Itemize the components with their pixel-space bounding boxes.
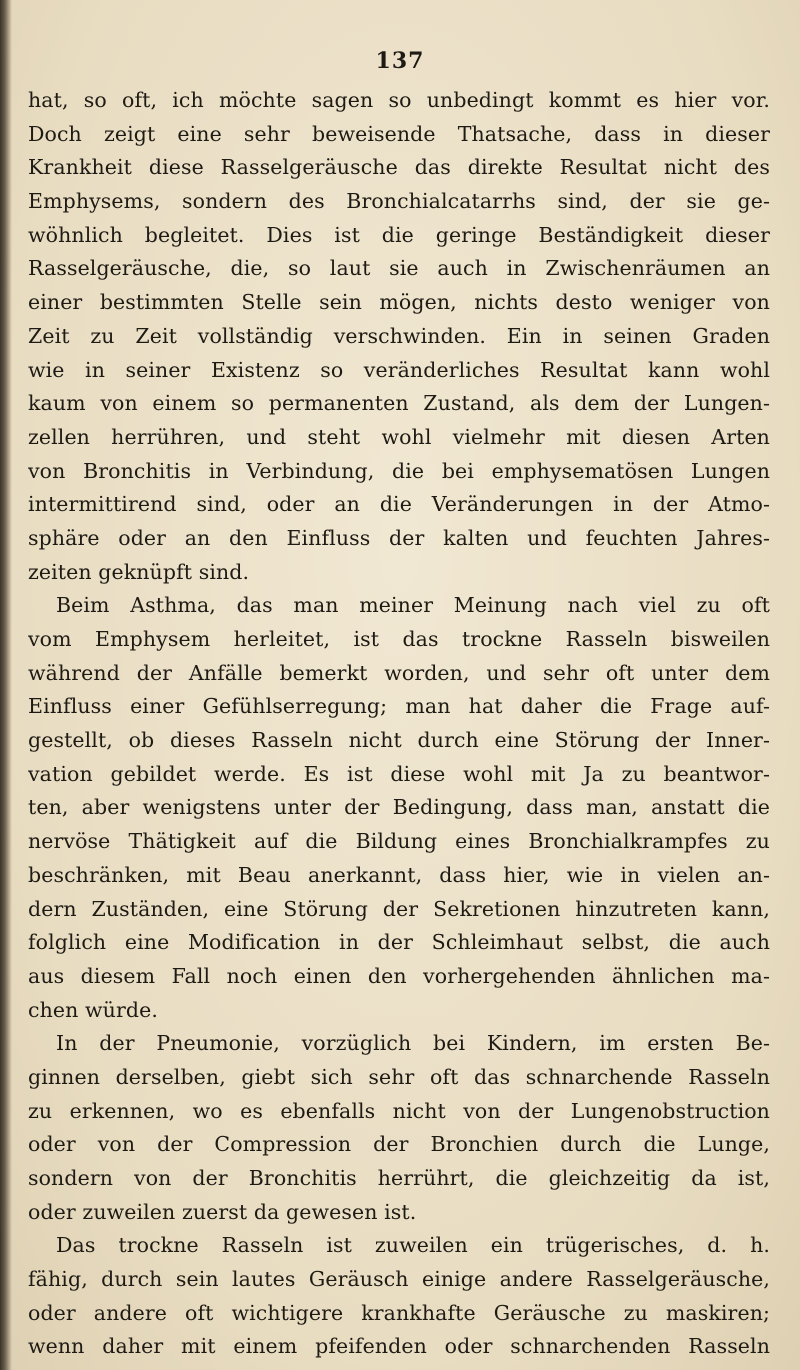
text-line: chen würde. (28, 997, 158, 1022)
text-line: zellen herrühren, und steht wohl vielmehr mit diesen Arten (28, 424, 770, 449)
text-line: vation gebildet werde. Es ist diese wohl mit Ja zu beantwor- (28, 761, 770, 786)
text-line: Einfluss einer Gefühlserregung; man hat daher die Frage auf- (28, 694, 770, 719)
text-line: Krankheit diese Rasselgeräusche das direkte Resultat nicht des (28, 155, 770, 180)
text-line: sphäre oder an den Einfluss der kalten und feuchten Jahres- (28, 525, 770, 550)
text-line: nervöse Thätigkeit auf die Bildung eines Bronchialkrampfes zu (28, 829, 770, 854)
text-line: In der Pneumonie, vorzüglich bei Kindern, im ersten Be- (56, 1031, 770, 1056)
text-line: folglich eine Modification in der Schleimhaut selbst, die auch (28, 930, 770, 955)
text-line: Das trockne Rasseln ist zuweilen ein trügerisches, d. h. (56, 1233, 770, 1258)
text-line: dern Zuständen, eine Störung der Sekretionen hinzutreten kann, (28, 896, 770, 921)
text-line: wenn daher mit einem pfeifenden oder schnarchenden Rasseln (28, 1334, 770, 1359)
text-line: sondern von der Bronchitis herrührt, die gleichzeitig da ist, (28, 1166, 770, 1190)
text-line: einer bestimmten Stelle sein mögen, nichts desto weniger von (28, 290, 770, 315)
text-line: oder andere oft wichtigere krankhafte Geräusche zu maskiren; (28, 1300, 770, 1325)
text-line: gestellt, ob dieses Rasseln nicht durch eine Störung der Inner- (28, 728, 770, 753)
text-line: oder von der Compression der Bronchien durch die Lunge, (28, 1132, 770, 1157)
text-line: Doch zeigt eine sehr beweisende Thatsache, dass in dieser (28, 121, 770, 146)
text-line: von Bronchitis in Verbindung, die bei emphysematösen Lungen (28, 458, 770, 483)
text-line: Emphysems, sondern des Bronchialcatarrhs sind, der sie ge- (28, 189, 770, 214)
text-line: ten, aber wenigstens unter der Bedingung, dass man, anstatt die (28, 795, 770, 820)
text-line: wie in seiner Existenz so veränderliches Resultat kann wohl (28, 357, 770, 382)
text-line: aus diesem Fall noch einen den vorhergehenden ähnlichen ma- (28, 963, 770, 988)
text-line: hat, so oft, ich möchte sagen so unbedingt kommt es hier vor. (28, 88, 770, 112)
text-line: vom Emphysem herleitet, ist das trockne Rasseln bisweilen (28, 627, 770, 651)
text-line: ginnen derselben, giebt sich sehr oft das schnarchende Rasseln (28, 1064, 770, 1089)
text-line: kaum von einem so permanenten Zustand, als dem der Lungen- (28, 391, 770, 416)
body-text (28, 84, 770, 1364)
text-line: zu erkennen, wo es ebenfalls nicht von der Lungenobstruction (28, 1098, 770, 1123)
text-line: Zeit zu Zeit vollständig verschwinden. Ein in seinen Graden (28, 323, 770, 348)
text-line: wöhnlich begleitet. Dies ist die geringe Beständigkeit dieser (28, 222, 770, 247)
text-line: oder zuweilen zuerst da gewesen ist. (28, 1199, 417, 1224)
text-line: fähig, durch sein lautes Geräusch einige andere Rasselgeräusche, (28, 1267, 770, 1292)
text-line: während der Anfälle bemerkt worden, und sehr oft unter dem (28, 660, 770, 685)
text-line: zeiten geknüpft sind. (28, 559, 250, 584)
text-line: Beim Asthma, das man meiner Meinung nach viel zu oft (56, 593, 770, 618)
binding-edge (0, 0, 12, 1370)
page-number: 137 (375, 48, 425, 74)
text-line: beschränken, mit Beau anerkannt, dass hier, wie in vielen an- (28, 862, 770, 887)
text-line: intermittirend sind, oder an die Veränderungen in der Atmo- (28, 492, 770, 517)
text-line: Rasselgeräusche, die, so laut sie auch in Zwischenräumen an (28, 256, 770, 281)
